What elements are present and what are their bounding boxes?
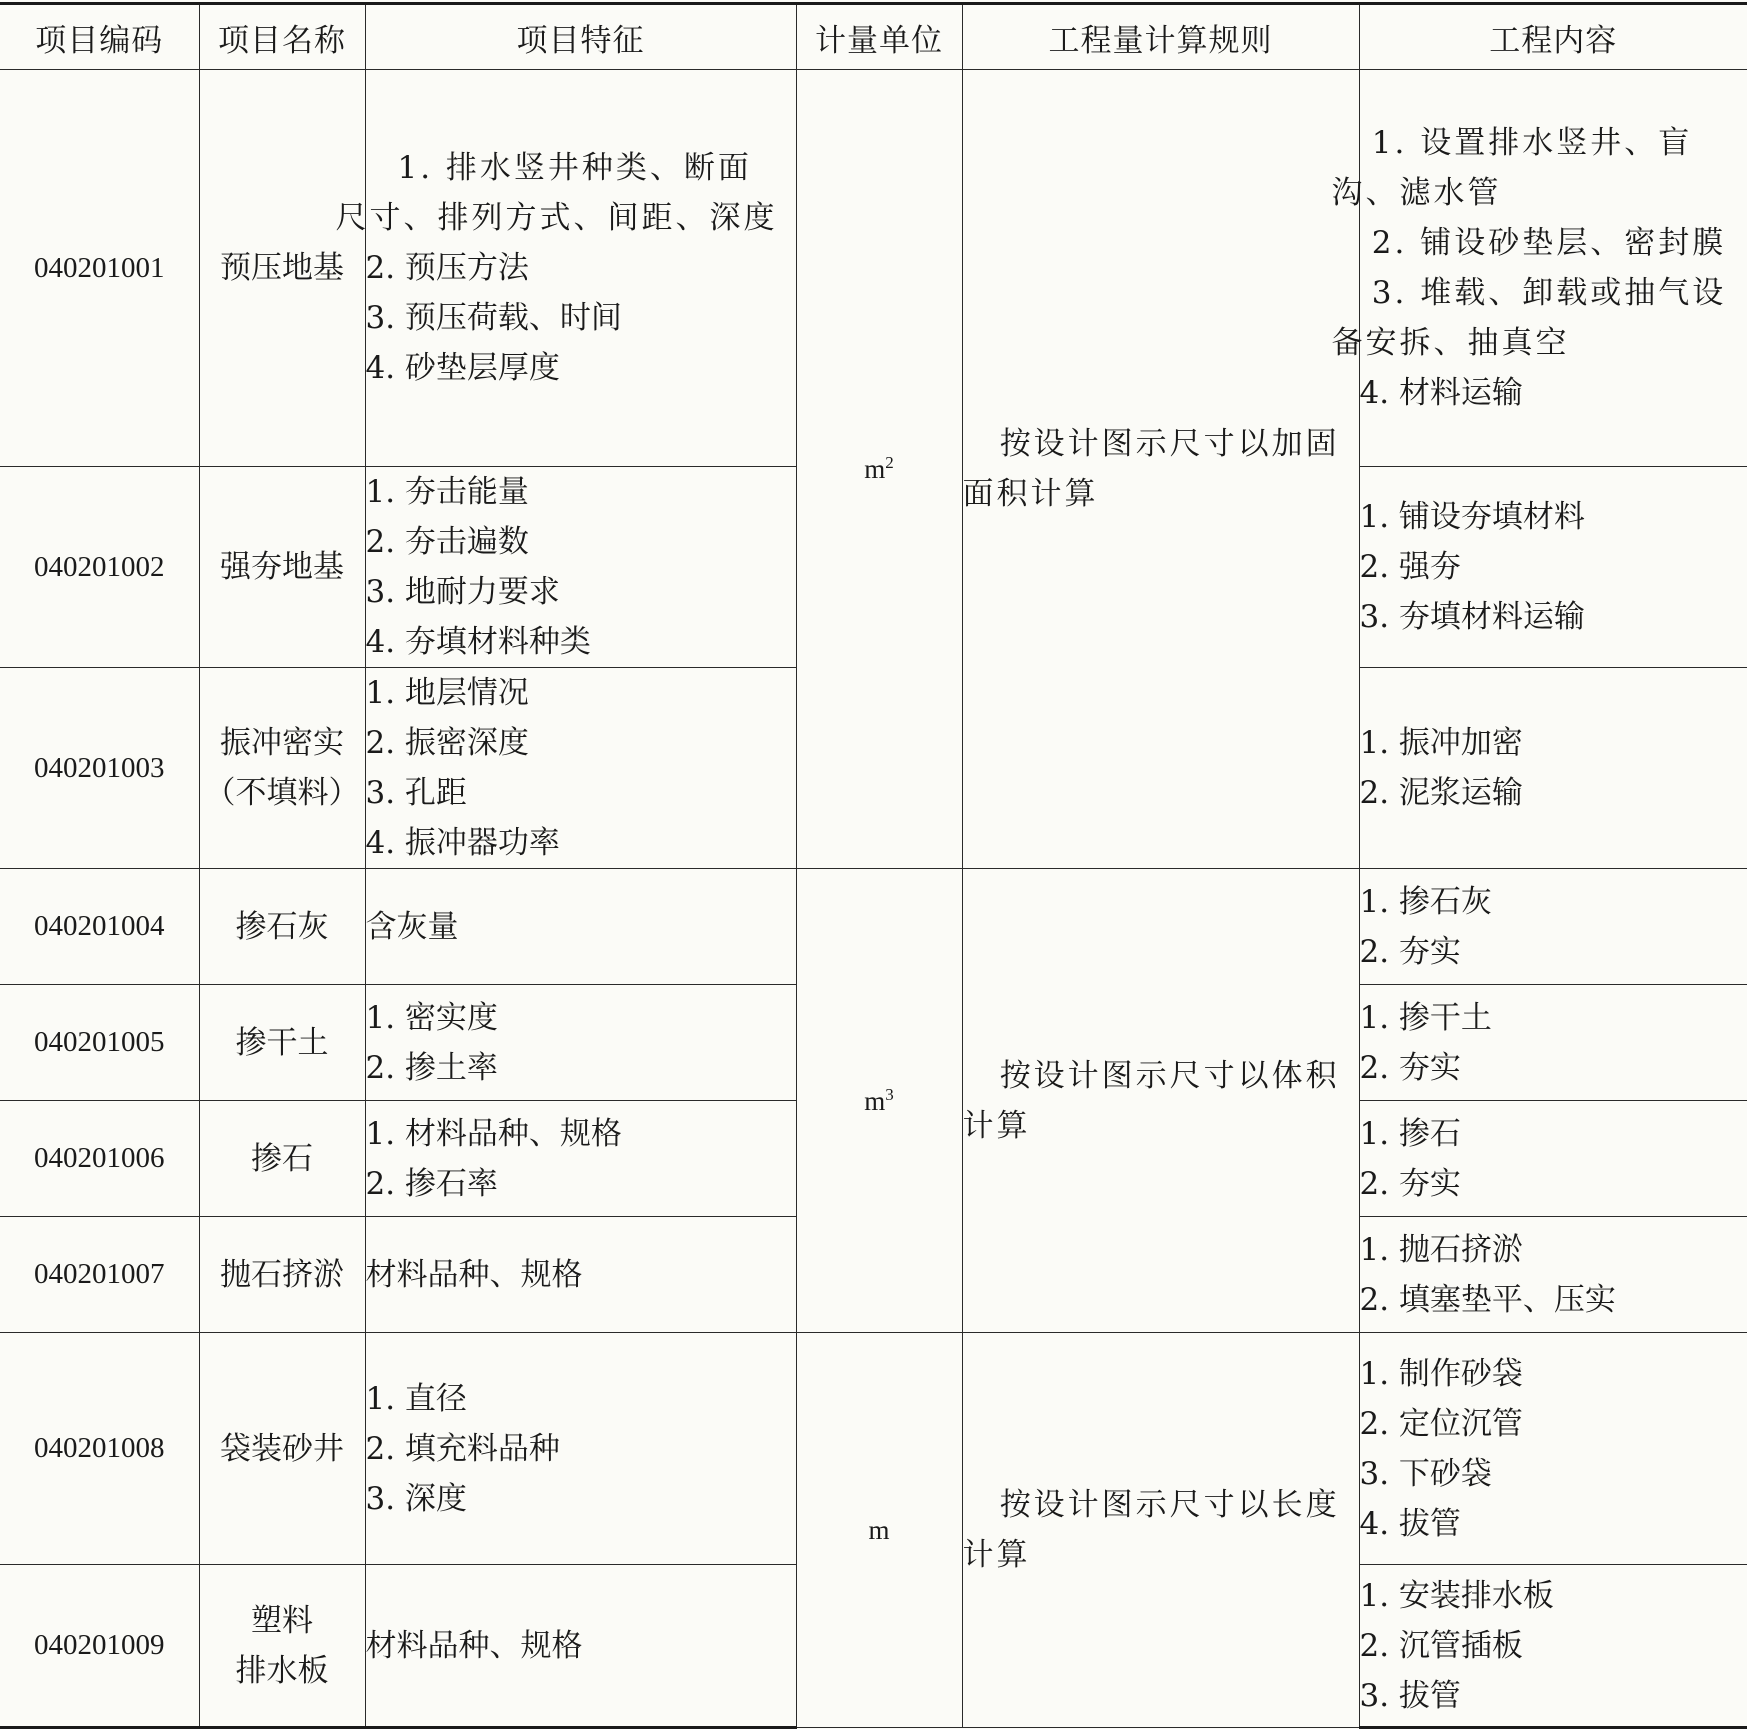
content-line: 2. 强夯 [1360,542,1747,592]
item-features [365,1333,796,1565]
item-code: 040201005 [0,985,199,1101]
content-line: 2. 夯实 [1360,927,1747,977]
unit-cell [796,1333,962,1728]
content-line: 1. 掺石 [1360,1109,1747,1159]
content-line: 1. 设置排水竖井、盲沟、滤水管 [1310,118,1747,218]
content-line: 1. 掺干土 [1360,993,1747,1043]
item-content [1359,467,1747,668]
item-features [365,985,796,1101]
feature-line: 3. 地耐力要求 [366,567,796,617]
content-line: 3. 拔管 [1360,1671,1747,1721]
rule-cell: 按设计图示尺寸以长度计算 [962,1333,1359,1728]
header-code: 项目编码 [0,4,199,70]
item-code: 040201001 [0,70,199,467]
item-code: 040201006 [0,1101,199,1217]
feature-line: 2. 预压方法 [366,243,796,293]
content-line: 2. 夯实 [1360,1043,1747,1093]
feature-line: 1. 地层情况 [366,668,796,718]
feature-line: 1. 直径 [366,1374,796,1424]
item-name: 预压地基 [199,70,365,467]
item-content [1359,70,1747,467]
feature-line: 4. 振冲器功率 [366,818,796,868]
content-line: 2. 定位沉管 [1360,1399,1747,1449]
item-name [199,1565,365,1728]
unit-base: m [864,1086,885,1116]
feature-line: 2. 掺土率 [366,1043,796,1093]
content-line: 1. 制作砂袋 [1360,1349,1747,1399]
item-features [365,70,796,467]
header-rule: 工程量计算规则 [962,4,1359,70]
feature-line: 2. 夯击遍数 [366,517,796,567]
item-name: 掺干土 [199,985,365,1101]
header-unit: 计量单位 [796,4,962,70]
feature-line: 3. 深度 [366,1474,796,1524]
item-code: 040201008 [0,1333,199,1565]
content-line: 3. 下砂袋 [1360,1449,1747,1499]
unit-cell [796,869,962,1333]
content-line: 2. 沉管插板 [1360,1621,1747,1671]
feature-line: 2. 掺石率 [366,1159,796,1209]
table-row [0,1333,1747,1565]
item-code: 040201003 [0,668,199,869]
engineering-spec-table [0,2,1747,1729]
content-line: 4. 材料运输 [1360,368,1747,418]
content-line: 1. 振冲加密 [1360,718,1747,768]
content-line: 2. 填塞垫平、压实 [1360,1275,1747,1325]
item-code: 040201004 [0,869,199,985]
item-content [1359,1101,1747,1217]
name-line: 塑料 [200,1596,365,1646]
content-line: 3. 堆载、卸载或抽气设备安拆、抽真空 [1310,268,1747,368]
header-features: 项目特征 [365,4,796,70]
unit-base: m [868,1515,889,1545]
rule-cell: 按设计图示尺寸以加固面积计算 [962,70,1359,869]
name-line: （不填料） [200,768,365,818]
content-line: 2. 夯实 [1360,1159,1747,1209]
content-line: 3. 夯填材料运输 [1360,592,1747,642]
item-content [1359,985,1747,1101]
item-name: 掺石灰 [199,869,365,985]
item-code: 040201002 [0,467,199,668]
feature-line: 4. 砂垫层厚度 [366,343,796,393]
item-features [365,467,796,668]
feature-line: 材料品种、规格 [366,1621,796,1671]
feature-line: 2. 振密深度 [366,718,796,768]
content-line: 2. 泥浆运输 [1360,768,1747,818]
item-name: 袋装砂井 [199,1333,365,1565]
unit-exponent: 3 [885,1085,894,1104]
item-code: 040201007 [0,1217,199,1333]
name-line: 排水板 [200,1646,365,1696]
content-line: 1. 掺石灰 [1360,877,1747,927]
feature-line: 1. 材料品种、规格 [366,1109,796,1159]
item-name: 抛石挤淤 [199,1217,365,1333]
feature-line: 2. 填充料品种 [366,1424,796,1474]
item-content [1359,1217,1747,1333]
item-name [199,668,365,869]
feature-line: 4. 夯填材料种类 [366,617,796,667]
table-row [0,869,1747,985]
item-content [1359,869,1747,985]
feature-line: 3. 孔距 [366,768,796,818]
feature-line: 1. 夯击能量 [366,467,796,517]
item-code: 040201009 [0,1565,199,1728]
feature-line: 1. 密实度 [366,993,796,1043]
name-line: 振冲密实 [200,718,365,768]
item-features [365,1217,796,1333]
item-content [1359,1565,1747,1728]
content-line: 4. 拔管 [1360,1499,1747,1549]
item-features [365,869,796,985]
header-name: 项目名称 [199,4,365,70]
item-name: 掺石 [199,1101,365,1217]
item-content [1359,1333,1747,1565]
content-line: 2. 铺设砂垫层、密封膜 [1310,218,1747,268]
unit-base: m [864,454,885,484]
feature-line: 材料品种、规格 [366,1250,796,1300]
content-line: 1. 抛石挤淤 [1360,1225,1747,1275]
unit-exponent: 2 [885,453,894,472]
rule-cell: 按设计图示尺寸以体积计算 [962,869,1359,1333]
content-line: 1. 铺设夯填材料 [1360,492,1747,542]
content-line: 1. 安装排水板 [1360,1571,1747,1621]
feature-line: 1. 排水竖井种类、断面尺寸、排列方式、间距、深度 [314,143,796,243]
header-row [0,4,1747,70]
item-content [1359,668,1747,869]
item-name: 强夯地基 [199,467,365,668]
header-content: 工程内容 [1359,4,1747,70]
table-row [0,70,1747,467]
feature-line: 3. 预压荷载、时间 [366,293,796,343]
unit-cell [796,70,962,869]
item-features [365,1101,796,1217]
item-features [365,1565,796,1728]
item-features [365,668,796,869]
feature-line: 含灰量 [366,902,796,952]
